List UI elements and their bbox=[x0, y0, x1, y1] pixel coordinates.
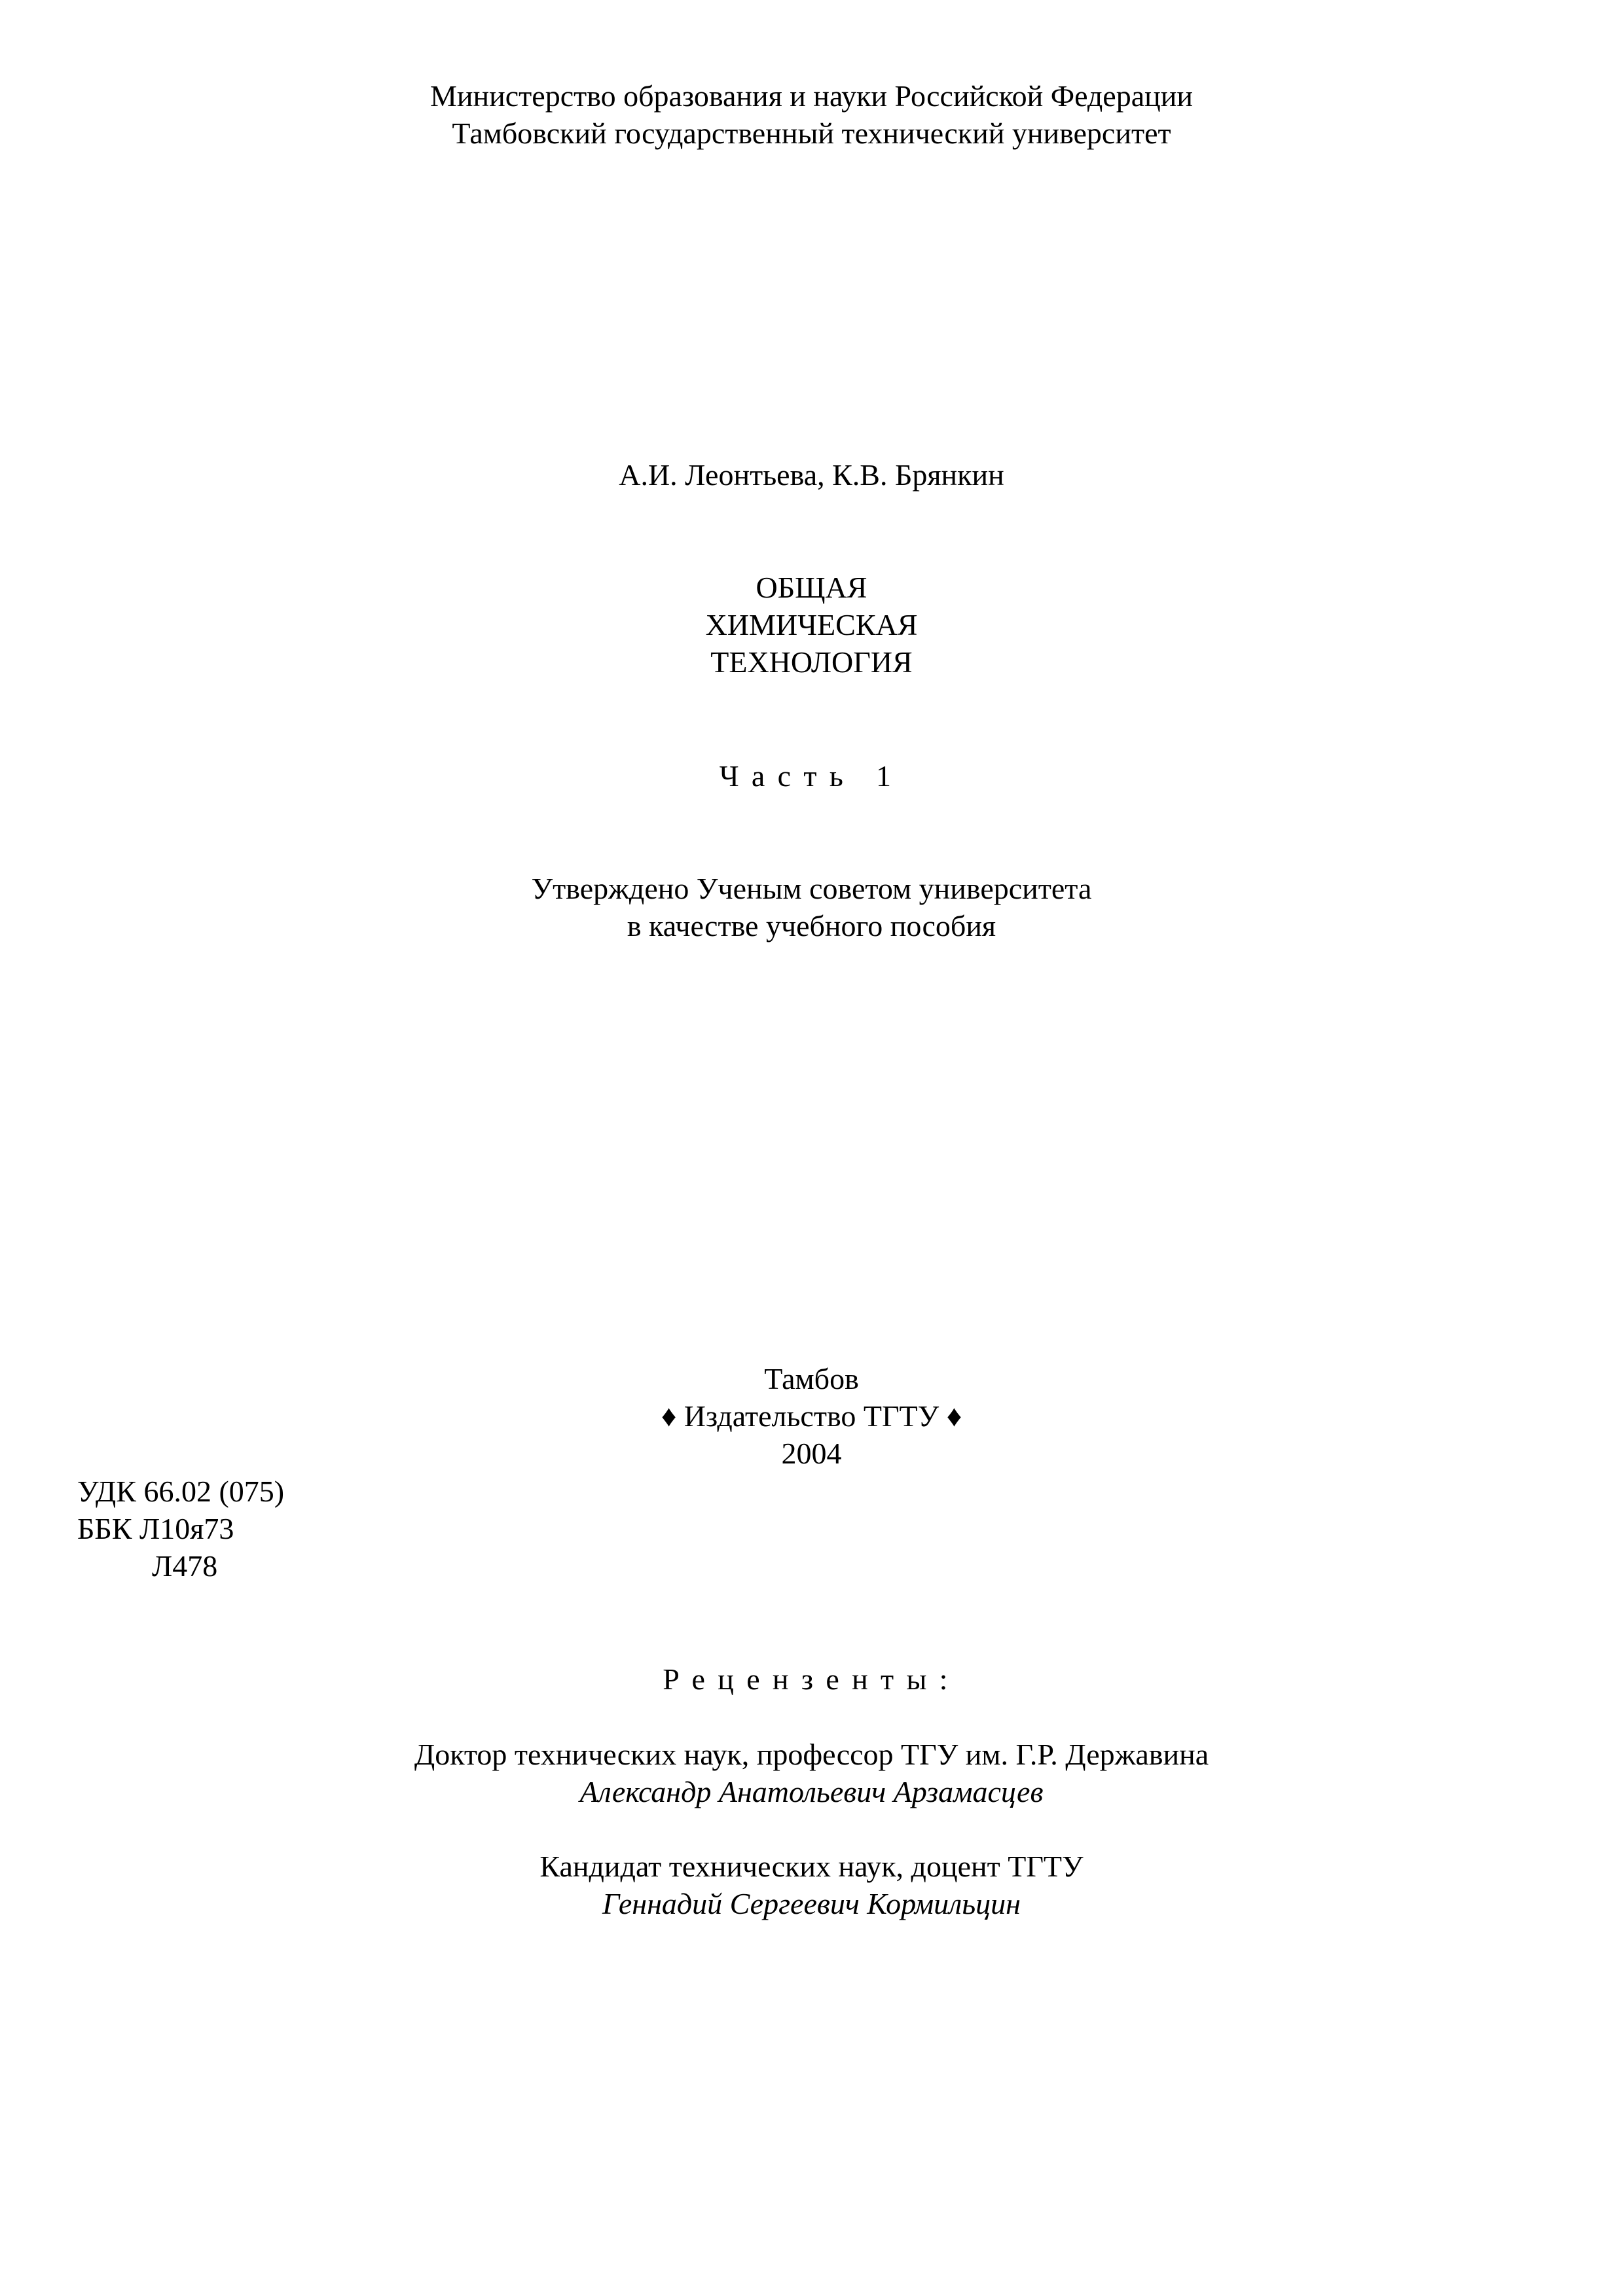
title-line-1: ОБЩАЯ bbox=[756, 571, 867, 604]
bbk-code: ББК Л10я73 bbox=[77, 1512, 234, 1545]
reviewer-1-name: Александр Анатольевич Арзамасцев bbox=[579, 1775, 1044, 1808]
title-line-3: ТЕХНОЛОГИЯ bbox=[710, 645, 913, 679]
title-line-2: ХИМИЧЕСКАЯ bbox=[705, 608, 918, 641]
imprint-year: 2004 bbox=[781, 1437, 842, 1470]
university-line: Тамбовский государственный технический университет bbox=[452, 117, 1171, 150]
reviewer-2-position: Кандидат технических наук, доцент ТГТУ bbox=[539, 1850, 1084, 1883]
author-mark-code: Л478 bbox=[152, 1549, 218, 1583]
approval-line-2: в качестве учебного пособия bbox=[627, 909, 996, 942]
imprint-city: Тамбов bbox=[764, 1362, 859, 1395]
imprint-publisher: ♦ Издательство ТГТУ ♦ bbox=[661, 1399, 962, 1433]
udk-code: УДК 66.02 (075) bbox=[77, 1475, 285, 1508]
approval-line-1: Утверждено Ученым советом университета bbox=[531, 872, 1092, 905]
reviewer-2-name: Геннадий Сергеевич Кормильцин bbox=[602, 1887, 1021, 1920]
part-label: Часть 1 bbox=[719, 759, 904, 793]
reviewers-heading: Рецензенты: bbox=[663, 1662, 960, 1696]
ministry-line: Министерство образования и науки Российской Федерации bbox=[430, 79, 1193, 113]
reviewer-1-position: Доктор технических наук, профессор ТГУ им. Г.Р. Державина bbox=[414, 1738, 1209, 1771]
authors: А.И. Леонтьева, К.В. Брянкин bbox=[619, 458, 1004, 492]
